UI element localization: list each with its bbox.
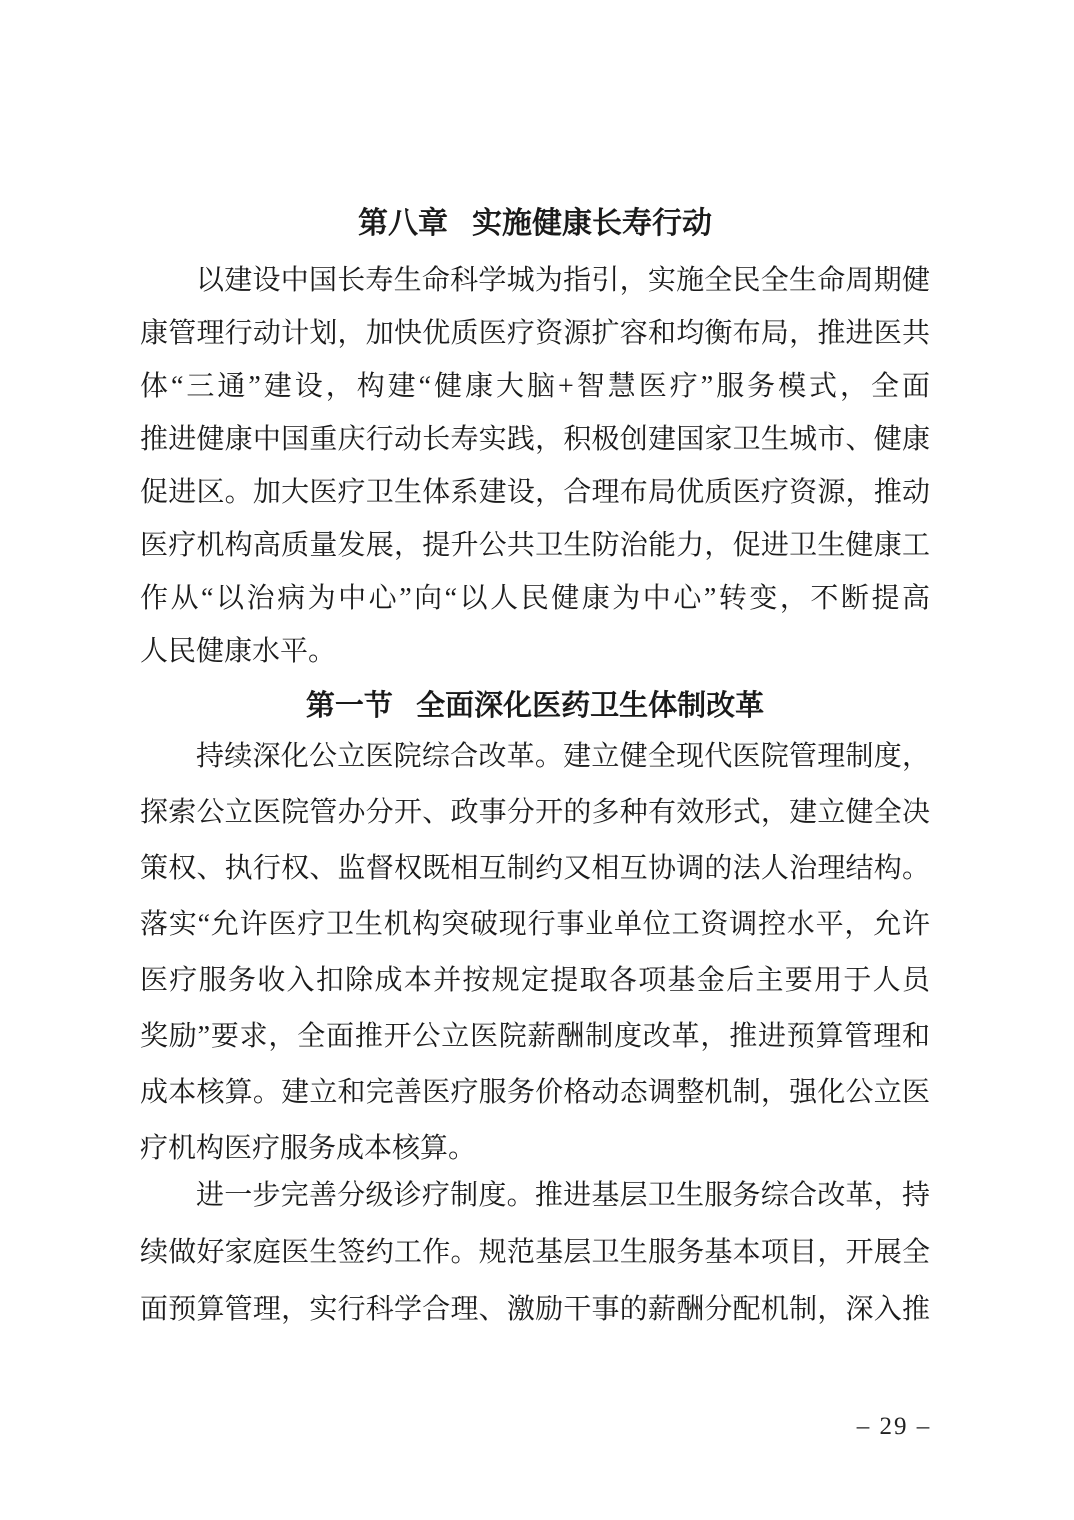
text-line: 人民健康水平。 [140, 636, 337, 667]
text-line: 体“三通”建设，构建“健康大脑+智慧医疗”服务模式，全面 [140, 371, 930, 402]
text-line: 面预算管理，实行科学合理、激励干事的薪酬分配机制，深入推 [140, 1294, 930, 1325]
text-line: 医疗服务收入扣除成本并按规定提取各项基金后主要用于人员 [140, 965, 930, 996]
section-title: 第一节 全面深化医药卫生体制改革 [305, 690, 765, 722]
text-line: 策权、执行权、监督权既相互制约又相互协调的法人治理结构。 [140, 853, 930, 884]
text-line: 进一步完善分级诊疗制度。推进基层卫生服务综合改革，持 [196, 1180, 930, 1211]
text-line: 医疗机构高质量发展，提升公共卫生防治能力，促进卫生健康工 [140, 530, 930, 561]
text-line: 探索公立医院管办分开、政事分开的多种有效形式，建立健全决 [140, 797, 930, 828]
text-line: 推进健康中国重庆行动长寿实践，积极创建国家卫生城市、健康 [140, 424, 930, 455]
paragraph-3 [140, 1167, 930, 1338]
text-line: 作从“以治病为中心”向“以人民健康为中心”转变，不断提高 [140, 583, 930, 614]
paragraph-2 [140, 729, 930, 1177]
text-line: 促进区。加大医疗卫生体系建设，合理布局优质医疗资源，推动 [140, 477, 930, 508]
text-line: 以建设中国长寿生命科学城为指引，实施全民全生命周期健 [196, 265, 930, 296]
paragraph-1 [140, 254, 930, 678]
text-line: 疗机构医疗服务成本核算。 [140, 1133, 477, 1164]
chapter-title: 第八章 实施健康长寿行动 [358, 207, 712, 240]
text-line: 康管理行动计划，加快优质医疗资源扩容和均衡布局，推进医共 [140, 318, 930, 349]
page-number: – 29 – [856, 1413, 932, 1440]
text-line: 奖励”要求，全面推开公立医院薪酬制度改革，推进预算管理和 [140, 1021, 930, 1052]
text-line: 落实“允许医疗卫生机构突破现行事业单位工资调控水平，允许 [140, 909, 930, 940]
text-line: 持续深化公立医院综合改革。建立健全现代医院管理制度， [196, 741, 930, 772]
text-line: 续做好家庭医生签约工作。规范基层卫生服务基本项目，开展全 [140, 1237, 930, 1268]
text-line: 成本核算。建立和完善医疗服务价格动态调整机制，强化公立医 [140, 1077, 930, 1108]
